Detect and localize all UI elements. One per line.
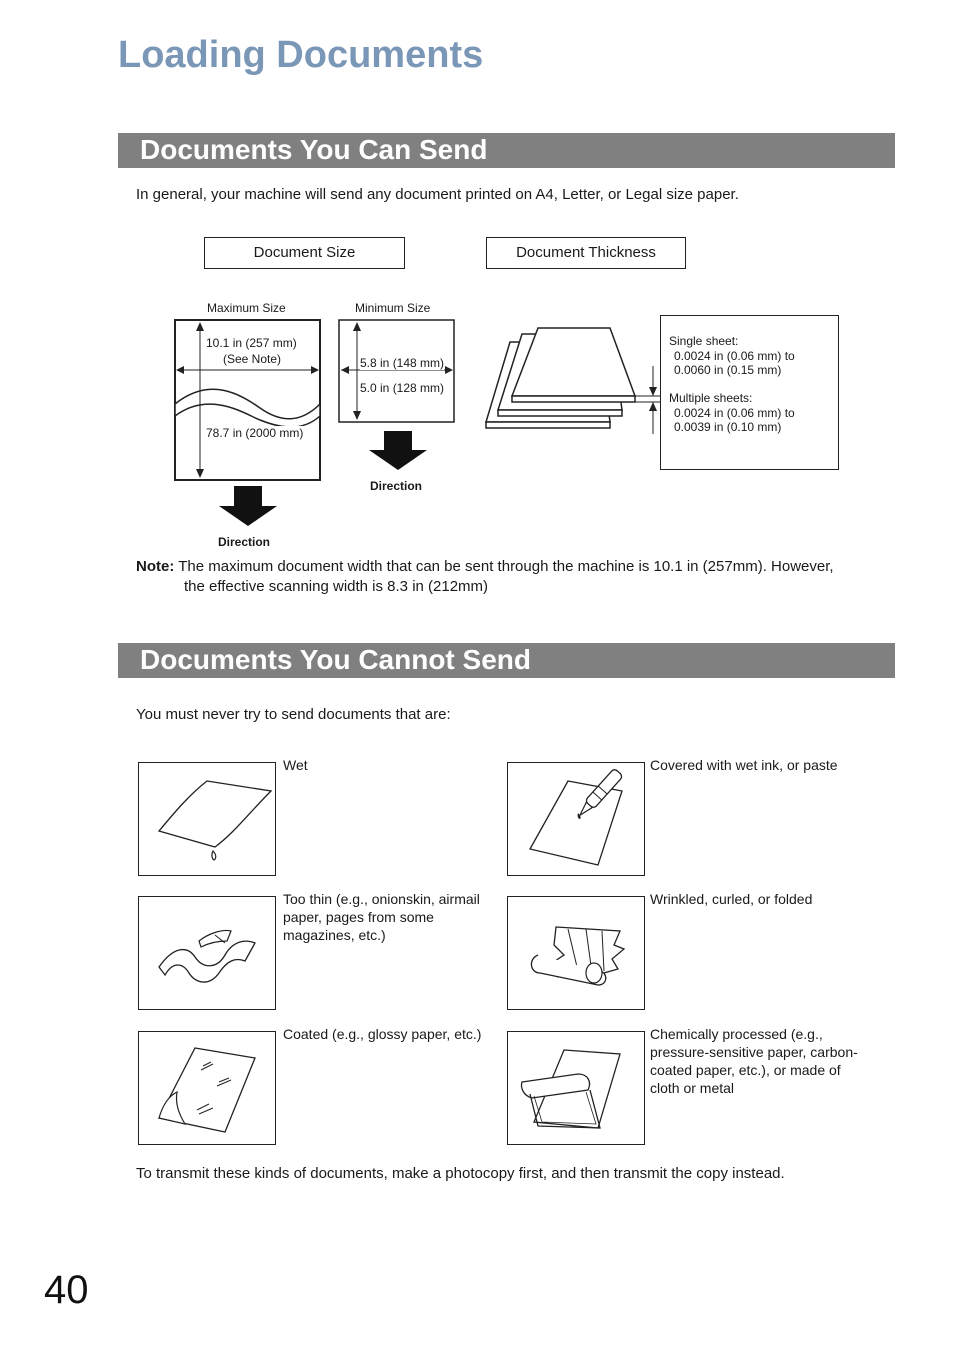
coated-paper-icon <box>138 1031 276 1145</box>
wet-paper-icon <box>138 762 276 876</box>
cannot-send-footer: To transmit these kinds of documents, make a photocopy first, and then transmit the copy instead. <box>136 1165 785 1182</box>
min-size-diagram <box>336 316 458 426</box>
single-sheet-min: 0.0024 in (0.06 mm) to <box>674 349 795 363</box>
document-size-label: Document Size <box>204 237 405 269</box>
direction-arrow-icon <box>219 486 277 528</box>
single-sheet-title: Single sheet: <box>669 334 739 348</box>
note-label: Note: <box>136 558 175 575</box>
max-direction-label: Direction <box>218 535 271 549</box>
note-line-1: The maximum document width that can be sent through the machine is 10.1 in (257mm). However, <box>178 558 834 575</box>
single-sheet-max: 0.0060 in (0.15 mm) <box>674 363 782 377</box>
multiple-sheets-max: 0.0039 in (0.10 mm) <box>674 420 782 434</box>
multiple-sheets-min: 0.0024 in (0.06 mm) to <box>674 406 795 420</box>
max-width-note: (See Note) <box>223 352 282 366</box>
page-title: Loading Documents <box>118 34 484 76</box>
document-thickness-label: Document Thickness <box>486 237 686 269</box>
section-header-cannot-send <box>118 643 895 678</box>
item-label: Coated (e.g., glossy paper, etc.) <box>283 1026 482 1042</box>
max-width-text: 10.1 in (257 mm) <box>206 336 297 350</box>
can-send-intro: In general, your machine will send any document printed on A4, Letter, or Legal size paper. <box>136 186 739 203</box>
page-number: 40 <box>44 1268 89 1312</box>
section-title: Documents You Cannot Send <box>140 644 531 675</box>
chemical-paper-icon <box>507 1031 645 1145</box>
note <box>136 557 896 577</box>
cannot-send-intro: You must never try to send documents that are: <box>136 706 451 723</box>
item-label: Too thin (e.g., onionskin, airmail paper, pages from some magazines, etc.) <box>283 891 480 943</box>
min-length-text: 5.8 in (148 mm) <box>360 356 445 370</box>
item-label: Wrinkled, curled, or folded <box>650 891 813 907</box>
direction-arrow-icon <box>369 431 427 471</box>
item-label: Wet <box>283 757 308 773</box>
thin-paper-icon <box>138 896 276 1010</box>
multiple-sheets-title: Multiple sheets: <box>669 391 753 405</box>
min-size-label: Minimum Size <box>355 301 431 315</box>
paper-stack-icon <box>482 322 662 434</box>
item-label: Chemically processed (e.g., pressure-sensitive paper, carbon-coated paper, etc.), or made of cloth or metal <box>650 1026 858 1096</box>
wrinkled-paper-icon <box>507 896 645 1010</box>
min-width-text: 5.0 in (128 mm) <box>360 381 445 395</box>
note-line-2: the effective scanning width is 8.3 in (212mm) <box>184 578 489 595</box>
section-header-can-send <box>118 133 895 168</box>
section-title: Documents You Can Send <box>140 134 488 165</box>
min-direction-label: Direction <box>370 479 423 493</box>
max-size-label: Maximum Size <box>207 301 286 315</box>
max-length-text: 78.7 in (2000 mm) <box>206 426 304 440</box>
item-label: Covered with wet ink, or paste <box>650 757 838 773</box>
ink-pen-paper-icon <box>507 762 645 876</box>
